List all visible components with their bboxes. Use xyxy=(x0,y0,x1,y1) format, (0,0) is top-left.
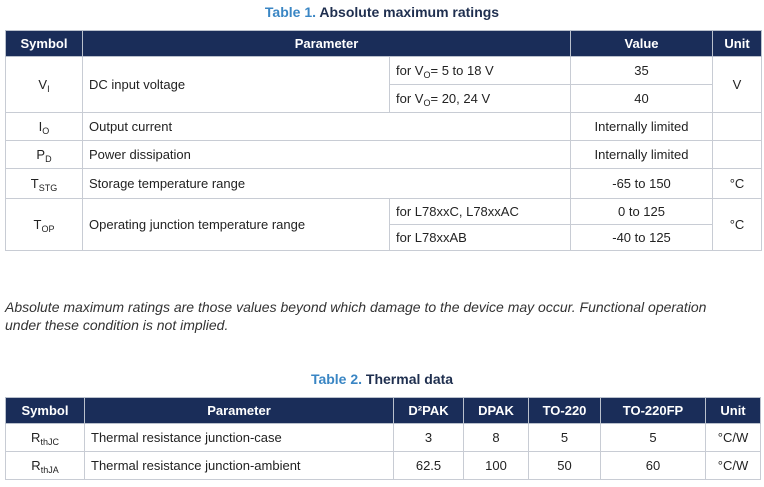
table1-caption-number: Table 1. xyxy=(264,4,316,20)
condition-cell: for L78xxAB xyxy=(390,225,571,251)
symbol-cell: $R_{thJC}$ xyxy=(6,424,85,452)
value-cell: 35 xyxy=(571,57,713,85)
parameter-cell: Thermal resistance junction-case xyxy=(85,424,394,452)
parameter-cell: Storage temperature range xyxy=(83,169,571,199)
table-row xyxy=(6,113,762,141)
value-cell: Internally limited xyxy=(571,141,713,169)
dpak-header: DPAK xyxy=(464,398,529,424)
parameter-cell: Output current xyxy=(83,113,571,141)
value-header: Value xyxy=(571,31,713,57)
table-row xyxy=(6,424,761,452)
ratings-note: Absolute maximum ratings are those values beyond which damage to the device may occur. Functional operation under these condition is not implied. xyxy=(5,299,707,333)
table-row xyxy=(6,169,762,199)
symbol-cell: $T_{OP}$ xyxy=(6,199,83,251)
parameter-header: Parameter xyxy=(85,398,394,424)
d2pak-cell: 3 xyxy=(394,424,464,452)
value-cell: 40 xyxy=(571,85,713,113)
parameter-cell: Power dissipation xyxy=(83,141,571,169)
to220-cell: 50 xyxy=(529,452,601,480)
absolute-max-ratings-table xyxy=(5,30,762,251)
parameter-cell: Thermal resistance junction-ambient xyxy=(85,452,394,480)
to220fp-cell: 5 xyxy=(601,424,706,452)
parameter-cell: Operating junction temperature range xyxy=(83,199,390,251)
table1-caption-title: Absolute maximum ratings xyxy=(319,4,500,20)
symbol-cell: $I_O$ xyxy=(6,113,83,141)
condition-cell: for $V_O= 20$, 24 V xyxy=(390,85,571,113)
condition-cell: for L78xxC, L78xxAC xyxy=(390,199,571,225)
table-row xyxy=(6,452,761,480)
value-cell: 0 to 125 xyxy=(571,199,713,225)
symbol-cell: $T_{STG}$ xyxy=(6,169,83,199)
dpak-cell: 100 xyxy=(464,452,529,480)
parameter-cell: DC input voltage xyxy=(83,57,390,113)
value-cell: Internally limited xyxy=(571,113,713,141)
table2-caption-number: Table 2. xyxy=(310,371,363,387)
unit-cell: °C xyxy=(713,199,762,251)
to220-cell: 5 xyxy=(529,424,601,452)
unit-cell xyxy=(713,141,762,169)
table-row xyxy=(6,141,762,169)
unit-cell: °C/W xyxy=(706,452,761,480)
symbol-cell: $V_I$ xyxy=(6,57,83,113)
d2pak-cell: 62.5 xyxy=(394,452,464,480)
unit-cell: °C xyxy=(713,169,762,199)
table1-caption xyxy=(0,3,764,21)
unit-cell: V xyxy=(713,57,762,113)
value-cell: -40 to 125 xyxy=(571,225,713,251)
parameter-header: Parameter xyxy=(83,31,571,57)
symbol-header: Symbol xyxy=(6,398,85,424)
to220fp-header: TO-220FP xyxy=(601,398,706,424)
table-header-row xyxy=(6,398,761,424)
to220fp-cell: 60 xyxy=(601,452,706,480)
table-row xyxy=(6,199,762,225)
unit-cell xyxy=(713,113,762,141)
dpak-cell: 8 xyxy=(464,424,529,452)
symbol-cell: $P_D$ xyxy=(6,141,83,169)
symbol-cell: $R_{thJA}$ xyxy=(6,452,85,480)
d2pak-header: D²PAK xyxy=(394,398,464,424)
table2-caption-title: Thermal data xyxy=(365,371,454,387)
table-header-row xyxy=(6,31,762,57)
table2-caption xyxy=(0,370,764,388)
value-cell: -65 to 150 xyxy=(571,169,713,199)
thermal-data-table xyxy=(5,397,761,480)
symbol-header: Symbol xyxy=(6,31,83,57)
unit-header: Unit xyxy=(713,31,762,57)
to220-header: TO-220 xyxy=(529,398,601,424)
unit-header: Unit xyxy=(706,398,761,424)
table-row xyxy=(6,57,762,85)
unit-cell: °C/W xyxy=(706,424,761,452)
condition-cell: for $V_O= 5$ to 18 V xyxy=(390,57,571,85)
